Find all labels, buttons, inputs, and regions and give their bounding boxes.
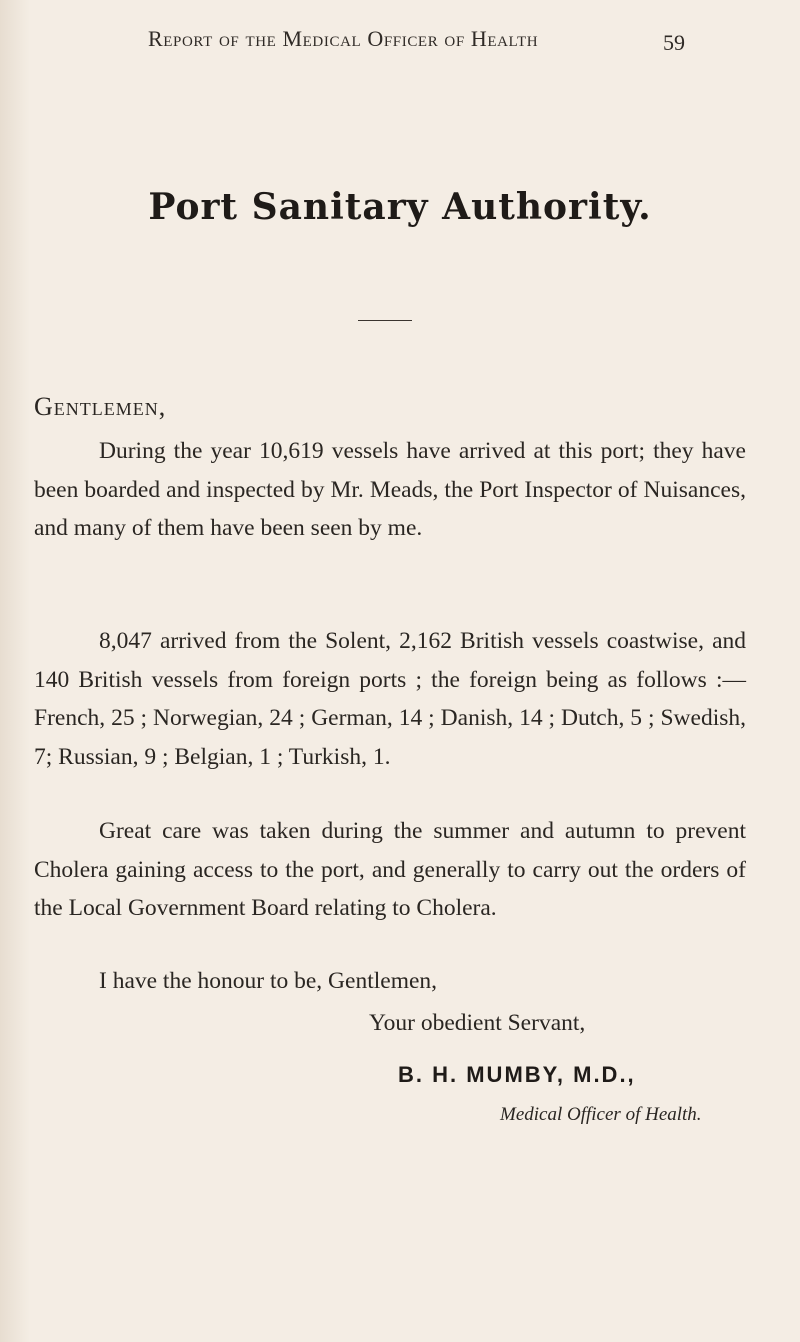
paragraph-cholera-precautions: Great care was taken during the summer and autumn to prevent Cholera gaining access to the port, and generally to carry out the orders of the Local Government Board relating to Cholera. xyxy=(34,818,746,921)
signature-name: B. H. MUMBY, M.D., xyxy=(398,1062,636,1087)
section-title: Port Sanitary Authority. xyxy=(148,186,652,228)
paragraph-vessels-arrived: During the year 10,619 vessels have arrived at this port; they have been boarded and inspected by Mr. Meads, the Port Inspector of Nuisances, and many of them have been seen by me. xyxy=(34,438,746,541)
title-rule-divider xyxy=(358,320,412,321)
page-number: 59 xyxy=(663,30,685,55)
paragraph-vessel-origins: 8,047 arrived from the Solent, 2,162 British vessels coastwise, and 140 British vessels from foreign ports ; the foreign being as follows :—French, 25 ; Norwegian, 24 ; German, 14 ; Danish, 14 ; Dutch, 5 ; Swedish, 7; Russian, 9 ; Belgian, 1 ; Turkish, 1. xyxy=(34,628,746,770)
paragraph-honour: I have the honour to be, Gentlemen, xyxy=(99,968,438,994)
closing-line: Your obedient Servant, xyxy=(369,1010,586,1036)
signature-title: Medical Officer of Health. xyxy=(500,1104,702,1125)
running-head: Report of the Medical Officer of Health xyxy=(148,26,539,51)
salutation: Gentlemen, xyxy=(34,392,167,421)
